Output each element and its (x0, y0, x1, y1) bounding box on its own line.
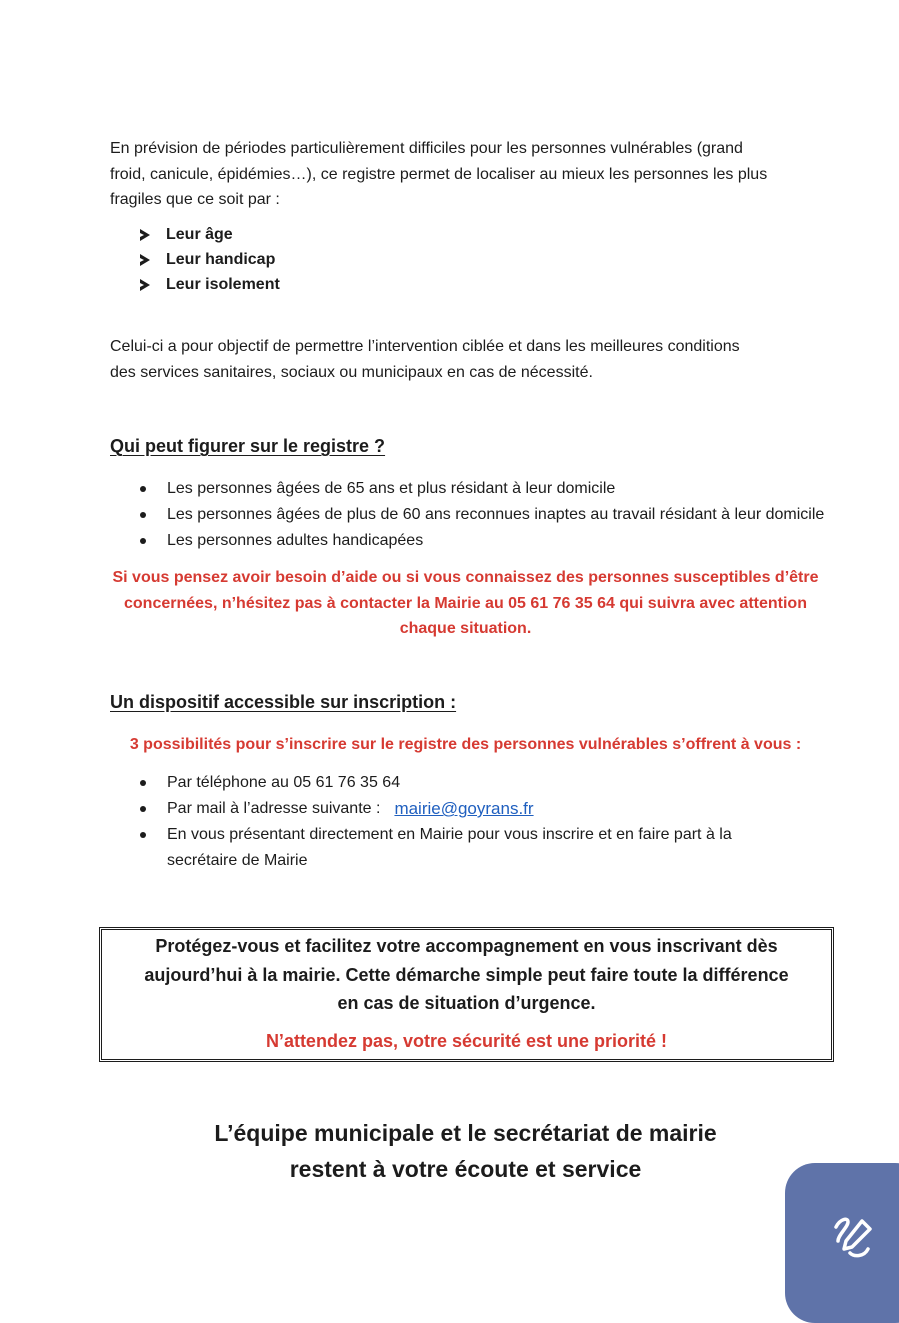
bullet-icon (140, 832, 146, 838)
intro-line: fragiles que ce soit par : (110, 191, 280, 208)
bullet-icon (140, 486, 146, 492)
annotate-button[interactable] (785, 1163, 899, 1323)
criteria-item: Leur âge (140, 222, 280, 247)
list-item: Par mail à l’adresse suivante : mairie@goyrans.fr (140, 796, 732, 822)
help-notice: Si vous pensez avoir besoin d’aide ou si vous connaissez des personnes susceptibles d’être concernées, n’hésitez pas à contacter la Mairie au 05 61 76 35 64 qui suivra avec attention chaque situation. (112, 569, 819, 637)
callout-box (99, 927, 834, 1062)
arrow-bullet-icon (140, 254, 150, 266)
closing-message: L’équipe municipale et le secrétariat de mairie restent à votre écoute et service (214, 1120, 717, 1182)
bullet-icon (140, 538, 146, 544)
pen-scribble-icon (832, 1213, 874, 1261)
email-link[interactable]: mairie@goyrans.fr (394, 799, 534, 818)
criteria-item: Leur handicap (140, 247, 280, 272)
list-item: Les personnes âgées de plus de 60 ans reconnues inaptes au travail résidant à leur domicile (140, 502, 824, 528)
callout-text: Protégez-vous et facilitez votre accompagnement en vous inscrivant dès aujourd’hui à la mairie. Cette démarche simple peut faire toute la différence en cas de situation d’urgence. (144, 936, 789, 1013)
list-item: Par téléphone au 05 61 76 35 64 (140, 770, 732, 796)
bullet-icon (140, 806, 146, 812)
list-item: Les personnes adultes handicapées (140, 528, 824, 554)
registration-subtitle: 3 possibilités pour s’inscrire sur le registre des personnes vulnérables s’offrent à vous : (129, 736, 802, 753)
intro-line: En prévision de périodes particulièrement difficiles pour les personnes vulnérables (grand (110, 140, 743, 157)
intro-paragraph (110, 136, 830, 213)
criteria-item: Leur isolement (140, 272, 280, 297)
who-list (140, 476, 824, 554)
callout-warning: N’attendez pas, votre sécurité est une priorité ! (265, 1031, 668, 1051)
intro-line: froid, canicule, épidémies…), ce registre permet de localiser au mieux les personnes les plus (110, 165, 768, 183)
arrow-bullet-icon (140, 279, 150, 291)
registration-heading: Un dispositif accessible sur inscription : (110, 692, 457, 712)
criteria-list (140, 222, 280, 297)
who-heading: Qui peut figurer sur le registre ? (110, 436, 386, 456)
arrow-bullet-icon (140, 229, 150, 241)
bullet-icon (140, 512, 146, 518)
bullet-icon (140, 780, 146, 786)
objective-paragraph: Celui-ci a pour objectif de permettre l’intervention ciblée et dans les meilleures conditions des services sanitaires, sociaux ou municipaux en cas de nécessité. (110, 338, 740, 381)
list-item: Les personnes âgées de 65 ans et plus résidant à leur domicile (140, 476, 824, 502)
list-item: En vous présentant directement en Mairie pour vous inscrire et en faire part à la secrétaire de Mairie (140, 822, 732, 874)
registration-list (140, 770, 732, 874)
